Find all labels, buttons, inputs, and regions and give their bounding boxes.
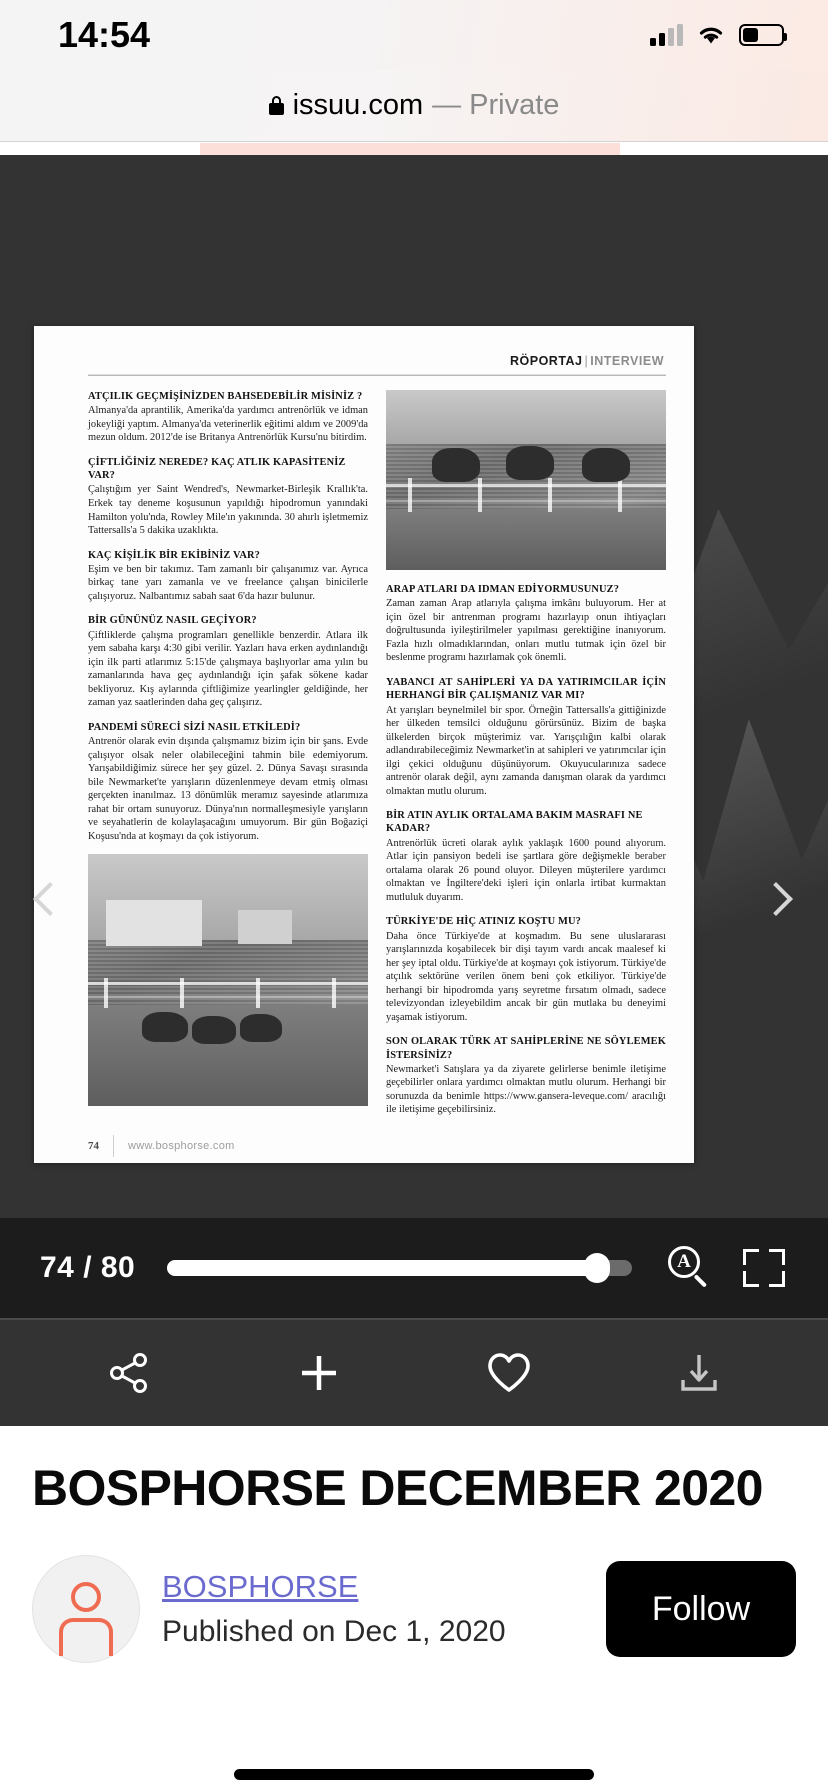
page-slider[interactable] [167,1260,632,1276]
download-icon [676,1350,722,1396]
battery-icon [739,24,784,46]
publisher-link[interactable]: BOSPHORSE [162,1569,359,1604]
follow-button[interactable]: Follow [606,1561,796,1657]
kicker-separator: | [584,354,589,368]
qa-body: At yarışları beynelmilel bir spor. Örneğin Tattersalls'a gittiğinizde her ülkeden temsilci olduğunu görürsünüz. Bizim de başka ülkelerden birçok müşterimiz var. Yarışçılığın kalbi olarak adlandırabileceğimiz Newmarket'in at sahipleri ve yatırımcılar için ilgi çekici olduğunu düşünüyorum. Okuyucularınıza sadece antrenör olarak değil, aynı zamanda danışman olarak da yardımcı olmaktan mutlu olurum. [386,704,666,797]
heart-icon [486,1351,532,1395]
ios-status-bar [0,0,828,70]
qa-body: Newmarket'i Satışlara ya da ziyarete gelirlerse benimle iletişime geçebilirler onlara yardımcı olmaktan mutlu olurum. Herhangi bir sorunuzda da benimle https://www.gansera-leveque.com/ aracılığı ile iletişime geçebilirsiniz. [386,1063,666,1116]
qa-body: Zaman zaman Arap atlarıyla çalışma imkânı buluyorum. Her at için özel bir antrenman programı hazırlayıp onun ihtiyaçları doğrultusunda iyileştirilmeler yapılması gerektiğine inanıyorum. Fazla hızlı olmadıklarından, onları mutlu tutmak için özel bir beslenme programı hazırlamak çok önemli. [386,598,666,664]
page-left-column [88,390,368,1128]
qa-heading: PANDEMİ SÜRECİ SİZİ NASIL ETKİLEDİ? [88,721,301,733]
magazine-page[interactable] [34,326,694,1163]
avatar[interactable] [32,1555,140,1663]
photo-horse-race [386,390,666,570]
qa-body: Antrenör olarak evin dışında çalışmamız bizim için bir şans. Evde çalışıyor olsak neler olabileceğini tahmin bile edemiyorum. Yarışabildiğimiz sürece her şey güzel. 2. Dünya Savaşı sırasında bile Newmarket'te yarışların düzenlenmeye devam etmiş olması gerçekten inanılmaz. 13 dönümlük meramız sayesinde atlarımıza rahat bir ortam sunuyoruz. Dünya'nın normalleşmesiyle yarışların ve seyahatlerin de kolaylaşacağını umuyorum. Bir gün Boğaziçi Koşusu'nda at koşmayı da çok istiyorum. [88,736,368,842]
qa-body: Eşim ve ben bir takımız. Tam zamanlı bir çalışanımız var. Ayrıca birkaç tane yarı zamanla ve ve freelance çalışan binicilerle çalışıyoruz. Nalbantımız sabah saat 6'da hazır bulunur. [88,563,368,602]
home-indicator [234,1769,594,1780]
qa-heading: KAÇ KİŞİLİK BİR EKİBİNİZ VAR? [88,549,260,561]
fullscreen-button[interactable] [740,1244,788,1292]
footer-divider [113,1135,114,1157]
header-rule [88,374,666,376]
status-time: 14:54 [58,14,151,55]
published-date: Published on Dec 1, 2020 [162,1615,506,1648]
text-search-button[interactable] [666,1244,714,1292]
qa-body: Almanya'da aprantilik, Amerika'da yardımcı antrenörlük ve idman jokeyliği yaptım. Almanya'da veterinerlik eğitimi aldım ve 2009'da mezun oldum. 2012'de ise Britanya Antrenörlük Kursu'nu bitirdim. [88,405,368,444]
page-slider-handle[interactable] [584,1253,610,1283]
like-button[interactable] [473,1337,545,1409]
url-host: issuu.com [292,89,424,121]
text-search-icon: A [668,1246,700,1278]
qa-heading: BİR ATIN AYLIK ORTALAMA BAKIM MASRAFI NE KADAR? [386,810,643,835]
reader-toolbar [0,1218,828,1318]
publication-meta [0,1426,828,1792]
page-right-column [386,390,666,1128]
qa-heading: SON OLARAK TÜRK AT SAHİPLERİNE NE SÖYLEMEK İSTERSİNİZ? [386,1036,666,1061]
page-website: www.bosphorse.com [128,1140,235,1152]
page-number: 74 [88,1140,99,1152]
cellular-signal-icon [650,24,683,46]
qa-heading: YABANCI AT SAHİPLERİ YA DA YATIRIMCILAR İÇİN HERHANGİ BİR ÇALIŞMANIZ VAR MI? [386,676,666,702]
next-page-button[interactable] [760,879,800,933]
status-indicators [650,24,784,46]
add-to-stack-button[interactable] [283,1337,355,1409]
download-button[interactable] [663,1337,735,1409]
qa-heading: TÜRKİYE'DE HİÇ ATINIZ KOŞTU MU? [386,916,581,928]
user-avatar-icon [71,1582,101,1612]
qa-body: Çalıştığım yer Saint Wendred's, Newmarket-Birleşik Krallık'ta. Erkek tay deneme koşusunun yapıldığı hipodromun yanındaki Hamilton yolu'nda, Rowley Mile'ın yakınında. 30 ahırlı işletmemiz Tattersalls'a 5 dakika uzaklıkta. [88,484,368,537]
kicker-tr: RÖPORTAJ [509,354,583,368]
page-title: BOSPHORSE DECEMBER 2020 [32,1460,763,1516]
page-top-bleed [0,143,828,155]
qa-body: Çiftliklerde çalışma programları genellikle benzerdir. Atlara ilk yem sabaha karşı 4:30 gibi verilir. Yazları hava erken aydınlandığı için ilk parti atlarımız 5:15'de çalışmaya başlıyorlar ama yılın bu zamanlarında hava geç aydınlandığı için şafak sökene kadar bekliyoruz. Kış aylarında çiftliğimize yearlingler geldiğinde, her zaman yaz saatlerinden daha geç çalışırız. [88,629,368,709]
wifi-icon [697,24,725,46]
prev-page-button[interactable] [28,879,68,933]
qa-body: Daha önce Türkiye'de at koşmadım. Bu sene uluslararası yarışlarınızda koşabilecek bir dişi tayım vardı ancak maalesef ki her şey iptal oldu. Türkiye'de at koşmayı çok istiyorum. Türkiye'de atçılık sektörüne verilen önem beni çok etkiliyor. Türkiye'de herhangi bir hipodromda yarış seyretme fırsatım olmadı, sadece televizyondan izleyebildim ancak bir gün mutlaka bu deneyimi yaşamak istiyorum. [386,930,666,1023]
chevron-right-icon [759,882,793,916]
qa-heading: ATÇILIK GEÇMİŞİNİZDEN BAHSEDEBİLİR MİSİNİZ ? [88,391,363,402]
photo-horses-training [88,854,368,1106]
page-footer [88,1135,666,1157]
private-label: — Private [432,89,560,121]
qa-heading: BİR GÜNÜNÜZ NASIL GEÇİYOR? [88,615,257,627]
fullscreen-icon [743,1249,759,1265]
plus-icon [296,1350,342,1396]
chevron-left-icon [33,882,67,916]
share-button[interactable] [93,1337,165,1409]
issuu-reader[interactable] [0,155,828,1318]
lock-icon [269,96,284,115]
action-bar [0,1318,828,1426]
browser-url-bar[interactable] [0,70,828,142]
kicker-en: INTERVIEW [590,354,664,368]
page-slider-fill [167,1260,597,1276]
page-kicker [88,354,666,368]
qa-heading: ARAP ATLARI DA IDMAN EDİYORMUSUNUZ? [386,584,620,595]
qa-heading: ÇİFTLİĞİNİZ NEREDE? KAÇ ATLIK KAPASİTENİZ VAR? [88,456,346,482]
qa-body: Antrenörlük ücreti olarak aylık yaklaşık 1600 pound alıyorum. Atlar için pansiyon bedeli ise şartlara göre değişmekle beraber ortalama olarak 26 pound oluyor. Dileyen müşterilere yardımcı olmaktan ve İngiltere'deki işleri için onlarla irtibat kurmaktan mutluluk duyarım. [386,837,666,903]
share-icon [106,1350,152,1396]
page-indicator: 74 / 80 [40,1251,136,1284]
